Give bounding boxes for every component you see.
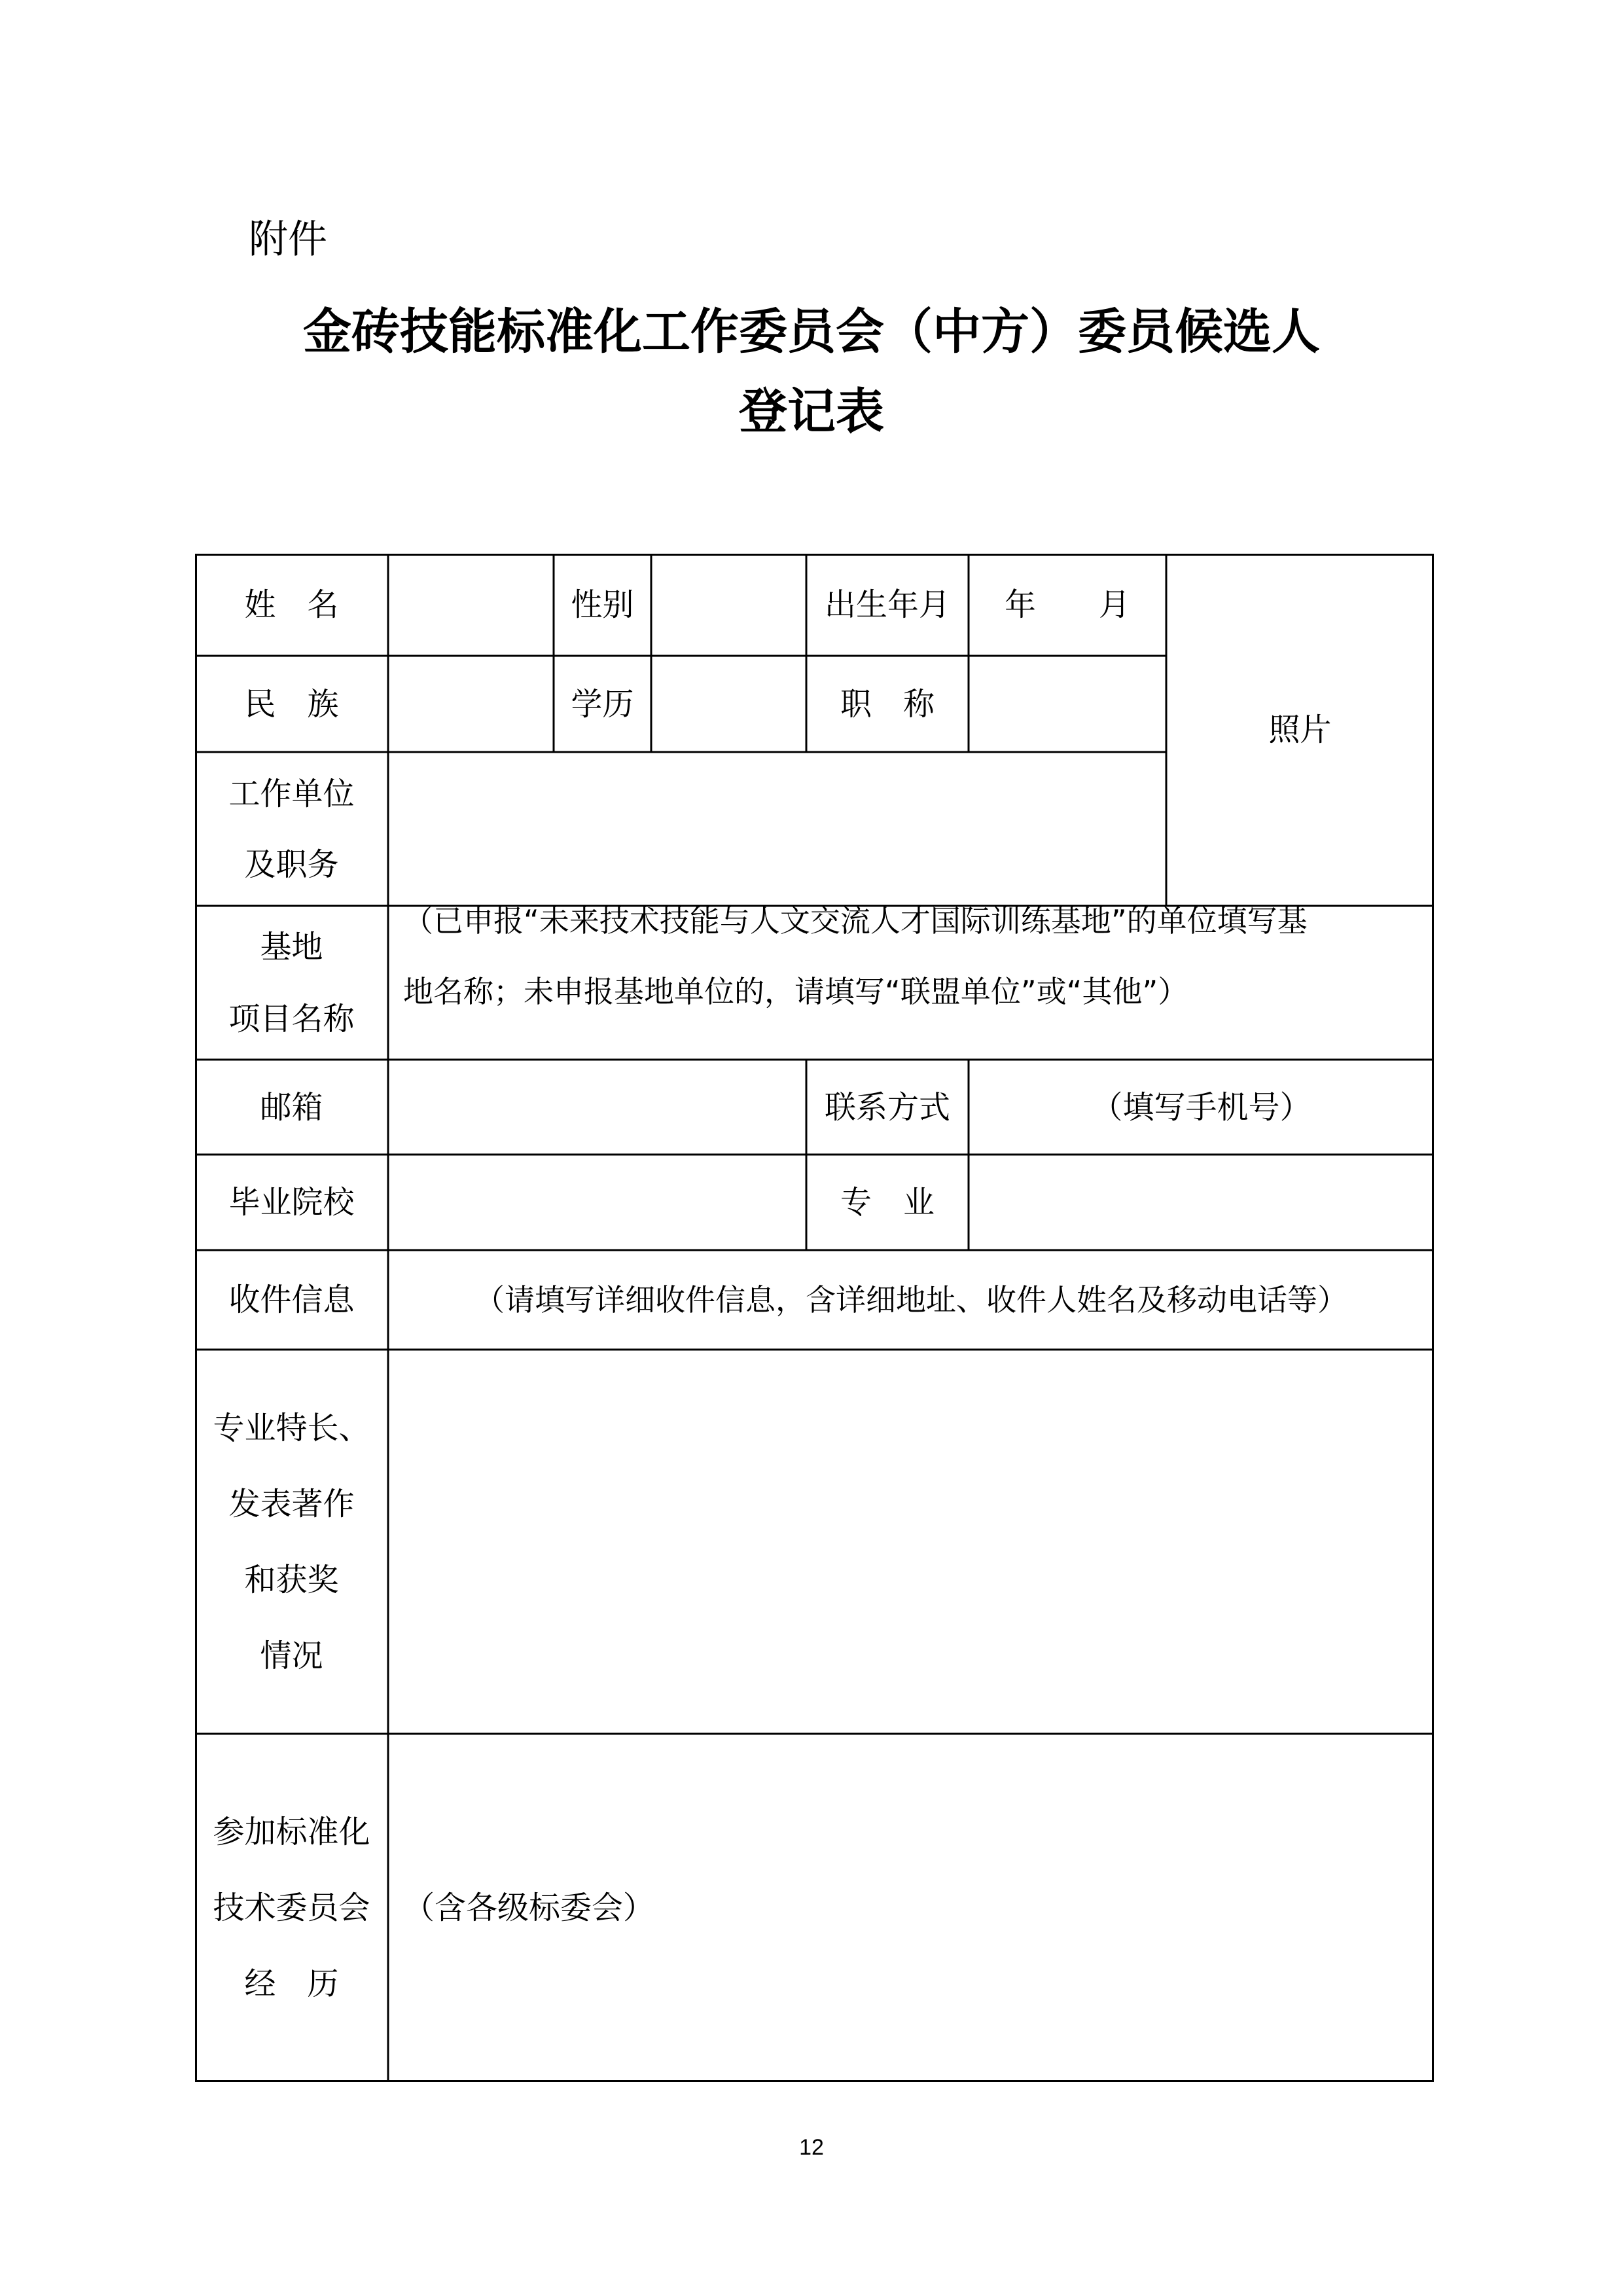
committee-label-line1: 参加标准化	[213, 1814, 370, 1850]
attachment-label: 附件	[249, 217, 327, 262]
birth-field[interactable]: 年 月	[1004, 586, 1130, 623]
work-unit-label-line1: 工作单位	[228, 775, 355, 812]
committee-label-line2: 技术委员会	[213, 1890, 370, 1926]
education-label: 学历	[571, 685, 634, 723]
base-project-label	[195, 906, 388, 1060]
registration-table	[195, 554, 1434, 2082]
email-field[interactable]	[388, 1060, 806, 1155]
ethnicity-field[interactable]	[388, 656, 554, 752]
work-unit-field[interactable]	[388, 752, 1166, 906]
committee-experience-label	[195, 1734, 388, 2082]
committee-experience-field[interactable]: （含各级标委会）	[403, 1890, 655, 1926]
school-label: 毕业院校	[228, 1184, 355, 1221]
delivery-info-field[interactable]: （请填写详细收件信息，含详细地址、收件人姓名及移动电话等）	[474, 1282, 1347, 1318]
name-field[interactable]	[388, 554, 554, 656]
education-field[interactable]	[651, 656, 806, 752]
gender-label: 性别	[571, 586, 634, 623]
email-label: 邮箱	[260, 1088, 323, 1126]
base-project-label-line1: 基地	[260, 928, 323, 965]
delivery-info-label: 收件信息	[228, 1282, 355, 1318]
major-field[interactable]	[969, 1155, 1434, 1250]
contact-field[interactable]: （填写手机号）	[1091, 1088, 1311, 1126]
gender-field[interactable]	[651, 554, 806, 656]
base-project-hint-line2: 地名称；未申报基地单位的，请填写“联盟单位”或“其他”）	[403, 974, 1188, 1009]
work-unit-label-line2: 及职务	[244, 846, 339, 883]
expertise-label-line4: 情况	[260, 1637, 323, 1674]
name-label: 姓 名	[244, 586, 339, 623]
professional-title-label: 职 称	[840, 685, 935, 723]
committee-label-line3: 经 历	[244, 1965, 339, 2002]
base-project-hint-line1: （已申报“未来技术技能与人文交流人才国际训练基地”的单位填写基	[403, 903, 1308, 939]
base-project-label-line2: 项目名称	[228, 1000, 355, 1037]
expertise-label-line2: 发表著作	[228, 1485, 355, 1522]
contact-label: 联系方式	[824, 1088, 950, 1126]
work-unit-label	[195, 752, 388, 906]
expertise-label-line3: 和获奖	[244, 1561, 339, 1598]
ethnicity-label: 民 族	[244, 685, 339, 723]
professional-title-field[interactable]	[969, 656, 1166, 752]
form-subtitle: 登记表	[739, 384, 884, 440]
birth-label: 出生年月	[824, 586, 950, 623]
form-title: 金砖技能标准化工作委员会（中方）委员候选人	[303, 304, 1320, 360]
base-project-field[interactable]	[403, 903, 1424, 1060]
expertise-field[interactable]	[388, 1350, 1434, 1734]
school-field[interactable]	[388, 1155, 806, 1250]
expertise-label	[195, 1350, 388, 1734]
page-number: 12	[799, 2135, 824, 2160]
photo-box[interactable]: 照片	[1268, 711, 1332, 748]
major-label: 专 业	[840, 1184, 935, 1221]
expertise-label-line1: 专业特长、	[213, 1409, 370, 1446]
